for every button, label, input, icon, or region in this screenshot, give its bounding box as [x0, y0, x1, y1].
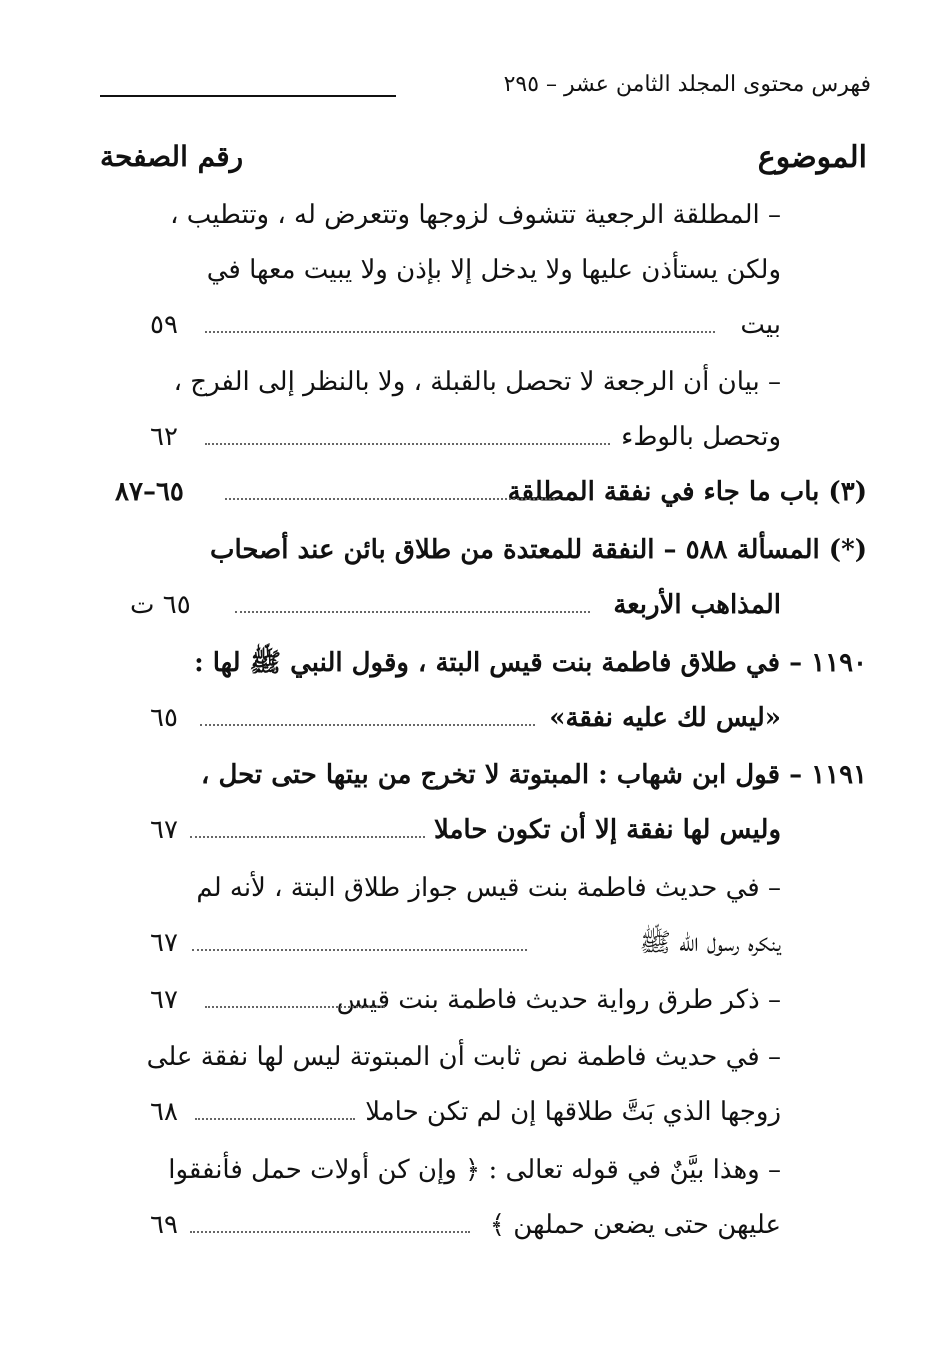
column-header-page: رقم الصفحة [100, 140, 244, 173]
dot-leader [205, 1006, 385, 1008]
toc-line [0, 755, 941, 795]
toc-entry-text: ينكره رسول الله ﷺ [639, 928, 781, 958]
toc-line [0, 923, 941, 963]
toc-line [0, 643, 941, 683]
running-header: فهرس محتوى المجلد الثامن عشر – ٢٩٥ [503, 72, 871, 97]
toc-entry-text: وتحصل بالوطء [621, 422, 781, 452]
toc-entry-text: وليس لها نفقة إلا أن تكون حاملا [433, 815, 781, 845]
dot-leader [195, 1118, 355, 1120]
page-number: ٦٨ [150, 1097, 178, 1127]
toc-line [0, 1092, 941, 1132]
toc-entry-text: ١١٩٠ – في طلاق فاطمة بنت قيس البتة ، وقول النبي ﷺ لها : [194, 648, 867, 678]
toc-line [0, 362, 941, 402]
toc-line [0, 980, 941, 1020]
toc-entry-text: – المطلقة الرجعية تتشوف لزوجها وتتعرض له ، وتتطيب ، [170, 200, 781, 230]
toc-entry-text: زوجها الذي بَتَّ طلاقها إن لم تكن حاملا [365, 1097, 781, 1127]
toc-entry-text: – ذكر طرق رواية حديث فاطمة بنت قيس [336, 985, 781, 1015]
page-number: ٦٩ [150, 1210, 178, 1240]
dot-leader [192, 949, 527, 951]
page-number: ٦٢ [150, 422, 178, 452]
toc-entry-text: – وهذا بيَّنٌ في قوله تعالى : ﴿ وإن كن أولات حمل فأنفقوا [168, 1155, 781, 1185]
toc-line [0, 530, 941, 570]
page-number: ٦٧ [150, 985, 178, 1015]
toc-entry-text: المذاهب الأربعة [613, 590, 781, 620]
toc-section-heading: (٣) باب ما جاء في نفقة المطلقة [507, 477, 867, 507]
toc-line [0, 305, 941, 345]
toc-entry-text: «ليس لك عليه نفقة» [549, 703, 781, 733]
toc-line [0, 868, 941, 908]
dot-leader [200, 724, 535, 726]
page-number: ٦٧ [150, 815, 178, 845]
toc-section-line [0, 472, 941, 512]
toc-entry-text: ١١٩١ – قول ابن شهاب : المبتوتة لا تخرج من بيتها حتى تحل ، [201, 760, 867, 790]
toc-entry-text: – بيان أن الرجعة لا تحصل بالقبلة ، ولا بالنظر إلى الفرج ، [173, 367, 781, 397]
header-rule [100, 95, 396, 97]
toc-line [0, 195, 941, 235]
toc-entry-text: (*) المسألة ٥٨٨ – النفقة للمعتدة من طلاق بائن عند أصحاب [209, 535, 867, 565]
column-header-topic: الموضوع [757, 140, 867, 175]
toc-line [0, 1150, 941, 1190]
toc-line [0, 1037, 941, 1077]
page-range: ٦٥–٨٧ [115, 477, 184, 507]
toc-line [0, 250, 941, 290]
toc-line [0, 810, 941, 850]
toc-line [0, 698, 941, 738]
toc-line [0, 1205, 941, 1245]
page-number: ٦٧ [150, 928, 178, 958]
page-number: ٥٩ [150, 310, 178, 340]
dot-leader [225, 498, 555, 500]
toc-line [0, 417, 941, 457]
toc-entry-text: ولكن يستأذن عليها ولا يدخل إلا بإذن ولا يبيت معها في [206, 255, 781, 285]
dot-leader [190, 836, 425, 838]
dot-leader [190, 1231, 470, 1233]
dot-leader [205, 331, 715, 333]
dot-leader [205, 443, 610, 445]
dot-leader [235, 611, 590, 613]
page-number: ٦٥ ت [130, 590, 191, 620]
toc-entry-text: – في حديث فاطمة بنت قيس جواز طلاق البتة ، لأنه لم [196, 873, 781, 903]
toc-entry-text: – في حديث فاطمة نص ثابت أن المبتوتة ليس لها نفقة على [146, 1042, 781, 1072]
toc-line [0, 585, 941, 625]
toc-entry-text: بيت [740, 310, 781, 340]
page-number: ٦٥ [150, 703, 178, 733]
toc-entry-text: عليهن حتى يضعن حملهن ﴾ [489, 1210, 781, 1240]
